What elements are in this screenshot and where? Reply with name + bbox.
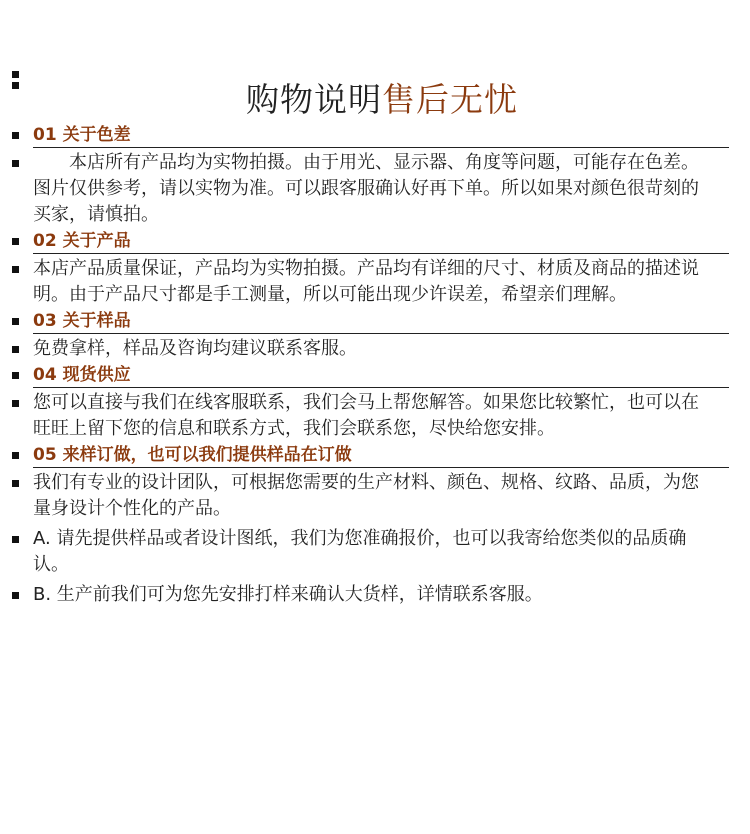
section-heading — [12, 444, 712, 466]
page-title-main: 购物说明 — [246, 80, 382, 119]
section-heading-text: 01 关于色差 — [33, 125, 131, 145]
empty-list-item — [12, 60, 712, 80]
section-heading — [12, 310, 712, 332]
heading-divider — [33, 333, 729, 334]
paragraph-text: 我们有专业的设计团队，可根据您需要的生产材料、颜色、规格、纹路、品质，为您量身设计个性化的产品。 — [33, 472, 699, 519]
page-title-accent: 售后无忧 — [382, 80, 518, 119]
heading-divider — [33, 387, 729, 388]
paragraph-text: A. 请先提供样品或者设计图纸，我们为您准确报价，也可以我寄给您类似的品质确认。 — [33, 528, 687, 575]
paragraph-text: B. 生产前我们可为您先安排打样来确认大货样，详情联系客服。 — [33, 584, 543, 605]
section-heading-text: 02 关于产品 — [33, 231, 131, 251]
section-paragraph — [12, 336, 712, 362]
page-title — [12, 80, 750, 120]
section-paragraph — [12, 256, 712, 308]
section-paragraph — [12, 470, 712, 522]
paragraph-text: 您可以直接与我们在线客服联系，我们会马上帮您解答。如果您比较繁忙，也可以在旺旺上留下您的信息和联系方式，我们会联系您，尽快给您安排。 — [33, 392, 699, 439]
heading-divider — [33, 147, 729, 148]
heading-divider — [33, 253, 729, 254]
heading-divider — [33, 467, 729, 468]
paragraph-text: 本店产品质量保证，产品均为实物拍摄。产品均有详细的尺寸、材质及商品的描述说明。由于产品尺寸都是手工测量，所以可能出现少许误差，希望亲们理解。 — [33, 258, 699, 305]
section-paragraph — [12, 390, 712, 442]
title-list-item — [12, 80, 712, 122]
section-heading-text: 04 现货供应 — [33, 365, 131, 385]
section-paragraph — [12, 582, 712, 608]
paragraph-text: 本店所有产品均为实物拍摄。由于用光、显示器、角度等问题，可能存在色差。图片仅供参考，请以实物为准。可以跟客服确认好再下单。所以如果对颜色很苛刻的买家，请慎拍。 — [33, 152, 699, 225]
section-heading-text: 05 来样订做，也可以我们提供样品在订做 — [33, 445, 352, 465]
section-heading — [12, 364, 712, 386]
section-paragraph — [12, 526, 712, 578]
section-heading-text: 03 关于样品 — [33, 311, 131, 331]
section-heading — [12, 124, 712, 146]
paragraph-text: 免费拿样，样品及咨询均建议联系客服。 — [33, 338, 357, 359]
content-list — [12, 60, 712, 608]
section-heading — [12, 230, 712, 252]
section-paragraph — [12, 150, 712, 228]
